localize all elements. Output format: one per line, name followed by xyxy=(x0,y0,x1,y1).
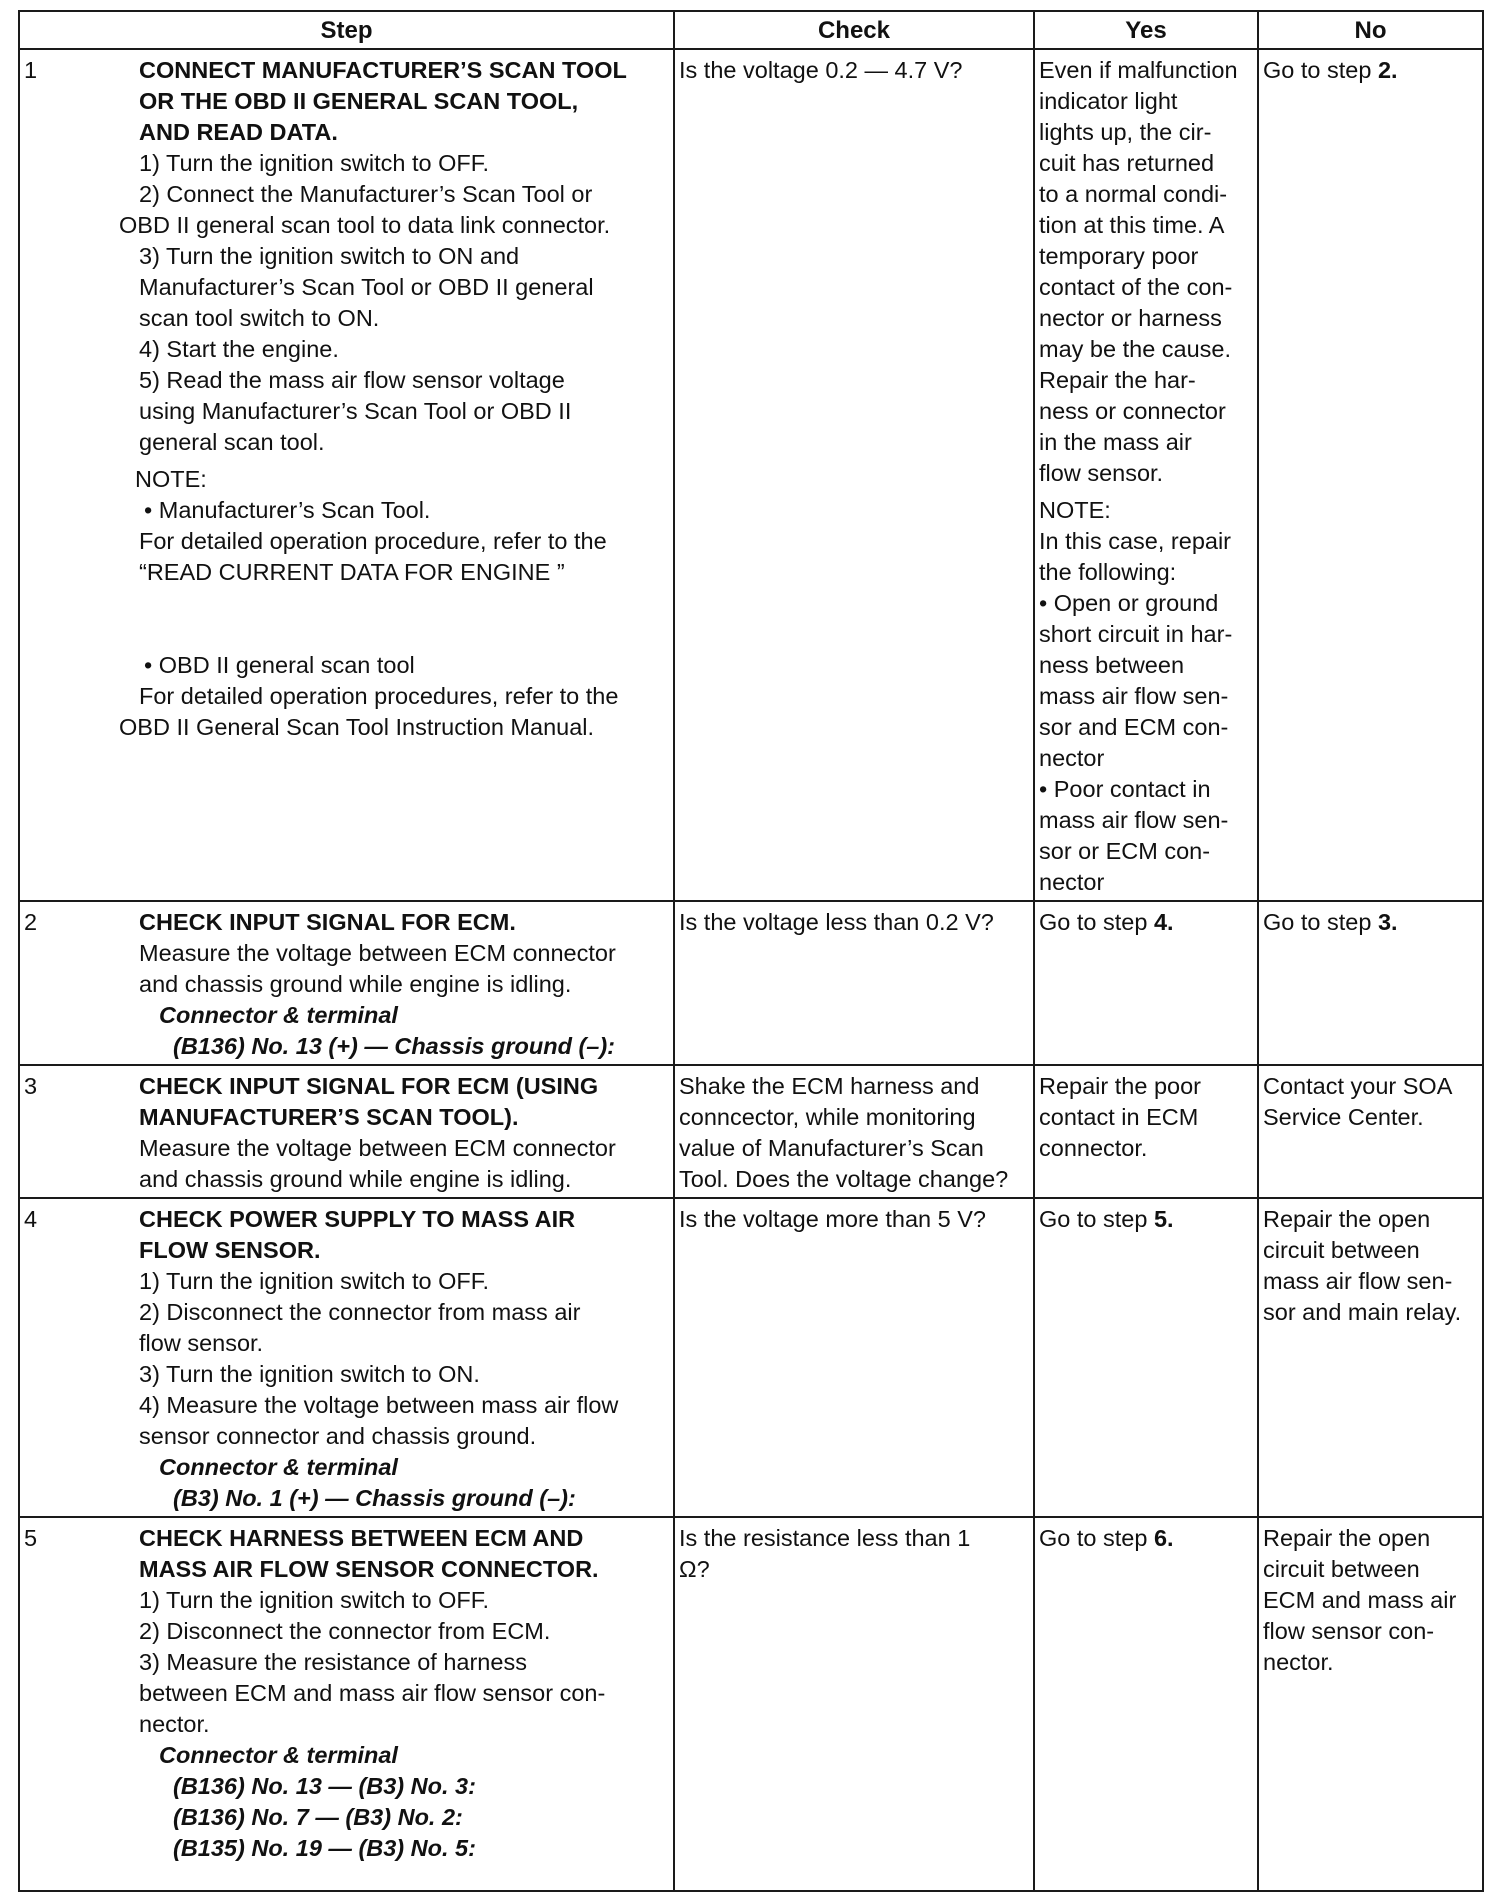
connector-terminal-line: (B135) No. 19 — (B3) No. 5: xyxy=(173,1835,476,1861)
instruction-line: nector. xyxy=(139,1711,210,1737)
instruction-line: OBD II general scan tool to data link connector. xyxy=(119,212,611,238)
step-cell xyxy=(19,1517,674,1891)
no-cell: Go to step 2. xyxy=(1258,49,1483,901)
instruction-line: 3) Turn the ignition switch to ON. xyxy=(139,1361,480,1387)
table-row xyxy=(19,1198,1483,1517)
check-text: Is the voltage 0.2 — 4.7 V? xyxy=(679,57,963,83)
step-cell xyxy=(19,901,674,1065)
step-ref: 3. xyxy=(1377,909,1398,935)
note-text: OBD II General Scan Tool Instruction Manual. xyxy=(119,714,595,740)
step-number: 4 xyxy=(24,1206,38,1232)
instruction-line: and chassis ground while engine is idling. xyxy=(139,1166,572,1192)
note-text: For detailed operation procedures, refer to the xyxy=(139,683,619,709)
check-cell: Shake the ECM harness and conncector, while monitoring value of Manufacturer’s Scan Tool. Does the voltage change? xyxy=(674,1065,1034,1198)
connector-terminal-line: (B136) No. 7 — (B3) No. 2: xyxy=(173,1804,463,1830)
table-row xyxy=(19,1065,1483,1198)
no-cell: Repair the open circuit between mass air flow sen- sor and main relay. xyxy=(1258,1198,1483,1517)
step-cell xyxy=(19,49,674,901)
note-label: NOTE: xyxy=(1039,497,1111,523)
step-number: 5 xyxy=(24,1525,38,1551)
step-number: 3 xyxy=(24,1073,38,1099)
instruction-line: 4) Start the engine. xyxy=(139,336,339,362)
no-cell: Repair the open circuit between ECM and mass air flow sensor con- nector. xyxy=(1258,1517,1483,1891)
step-cell xyxy=(19,1065,674,1198)
step-title: CHECK INPUT SIGNAL FOR ECM. xyxy=(139,909,516,935)
instruction-line: flow sensor. xyxy=(139,1330,264,1356)
instruction-line: scan tool switch to ON. xyxy=(139,305,380,331)
instruction-line: 1) Turn the ignition switch to OFF. xyxy=(139,150,490,176)
connector-terminal-line: (B136) No. 13 (+) — Chassis ground (–): xyxy=(173,1033,616,1059)
yes-cell: Go to step 5. xyxy=(1034,1198,1258,1517)
check-cell xyxy=(674,901,1034,1065)
instruction-line: 4) Measure the voltage between mass air flow xyxy=(139,1392,619,1418)
step-ref: 6. xyxy=(1153,1525,1174,1551)
check-cell xyxy=(674,49,1034,901)
check-text: Is the voltage less than 0.2 V? xyxy=(679,909,994,935)
no-cell: Contact your SOA Service Center. xyxy=(1258,1065,1483,1198)
header-yes: Yes xyxy=(1034,11,1258,49)
yes-cell: Even if malfunction indicator light lights up, the cir- cuit has returned to a normal condi- tion at this time. A temporary poor contact of the con- nector or harness may be the cause. Repair the har- ness or connector in the mass air flow sensor. NOTE: In this case, repair the following: • Open or ground short circuit in har- ness between mass air flow sen- sor and ECM con- nector • Poor contact in mass air flow sen- sor or ECM con- nector xyxy=(1034,49,1258,901)
table-row xyxy=(19,901,1483,1065)
instruction-line: 2) Connect the Manufacturer’s Scan Tool or xyxy=(139,181,593,207)
note-text: “READ CURRENT DATA FOR ENGINE ” xyxy=(139,559,565,585)
yes-cell: Repair the poor contact in ECM connector. xyxy=(1034,1065,1258,1198)
instruction-line: between ECM and mass air flow sensor con- xyxy=(139,1680,606,1706)
instruction-line: general scan tool. xyxy=(139,429,325,455)
note-text: For detailed operation procedure, refer to the xyxy=(139,528,607,554)
instruction-line: 1) Turn the ignition switch to OFF. xyxy=(139,1268,490,1294)
connector-terminal-heading: Connector & terminal xyxy=(159,1742,398,1768)
instruction-line: 2) Disconnect the connector from ECM. xyxy=(139,1618,551,1644)
yes-cell: Go to step 4. xyxy=(1034,901,1258,1065)
no-cell: Go to step 3. xyxy=(1258,901,1483,1065)
connector-terminal-line: (B136) No. 13 — (B3) No. 3: xyxy=(173,1773,476,1799)
step-title: CHECK INPUT SIGNAL FOR ECM (USING MANUFACTURER’S SCAN TOOL). xyxy=(139,1073,599,1130)
instruction-line: and chassis ground while engine is idling. xyxy=(139,971,572,997)
instruction-line: Measure the voltage between ECM connector xyxy=(139,940,616,966)
note-bullet: • Manufacturer’s Scan Tool. xyxy=(144,497,431,523)
instruction-line: Manufacturer’s Scan Tool or OBD II general xyxy=(139,274,594,300)
instruction-line: sensor connector and chassis ground. xyxy=(139,1423,537,1449)
connector-terminal-heading: Connector & terminal xyxy=(159,1002,398,1028)
header-no: No xyxy=(1258,11,1483,49)
step-ref: 4. xyxy=(1153,909,1174,935)
yes-cell: Go to step 6. xyxy=(1034,1517,1258,1891)
step-ref: 2. xyxy=(1377,57,1398,83)
instruction-line: 3) Turn the ignition switch to ON and xyxy=(139,243,520,269)
step-title: CONNECT MANUFACTURER’S SCAN TOOL OR THE OBD II GENERAL SCAN TOOL, AND READ DATA. xyxy=(139,57,627,145)
step-ref: 5. xyxy=(1153,1206,1174,1232)
instruction-line: using Manufacturer’s Scan Tool or OBD II xyxy=(139,398,572,424)
check-cell: Is the resistance less than 1 Ω? xyxy=(674,1517,1034,1891)
header-row xyxy=(19,11,1483,49)
check-cell xyxy=(674,1198,1034,1517)
instruction-line: Measure the voltage between ECM connector xyxy=(139,1135,616,1161)
check-text: Is the voltage more than 5 V? xyxy=(679,1206,986,1232)
note-label: NOTE: xyxy=(135,466,207,492)
connector-terminal-line: (B3) No. 1 (+) — Chassis ground (–): xyxy=(173,1485,576,1511)
step-title: CHECK HARNESS BETWEEN ECM AND MASS AIR FLOW SENSOR CONNECTOR. xyxy=(139,1525,599,1582)
instruction-line: 1) Turn the ignition switch to OFF. xyxy=(139,1587,490,1613)
instruction-line: 5) Read the mass air flow sensor voltage xyxy=(139,367,565,393)
step-number: 2 xyxy=(24,909,38,935)
header-step: Step xyxy=(19,11,674,49)
table-row xyxy=(19,1517,1483,1891)
step-number: 1 xyxy=(24,57,38,83)
step-title: CHECK POWER SUPPLY TO MASS AIR FLOW SENSOR. xyxy=(139,1206,576,1263)
step-cell xyxy=(19,1198,674,1517)
diagnostic-table xyxy=(18,10,1484,1892)
instruction-line: 3) Measure the resistance of harness xyxy=(139,1649,527,1675)
instruction-line: 2) Disconnect the connector from mass air xyxy=(139,1299,581,1325)
connector-terminal-heading: Connector & terminal xyxy=(159,1454,398,1480)
header-check: Check xyxy=(674,11,1034,49)
note-bullet: • OBD II general scan tool xyxy=(144,652,415,678)
table-row xyxy=(19,49,1483,901)
